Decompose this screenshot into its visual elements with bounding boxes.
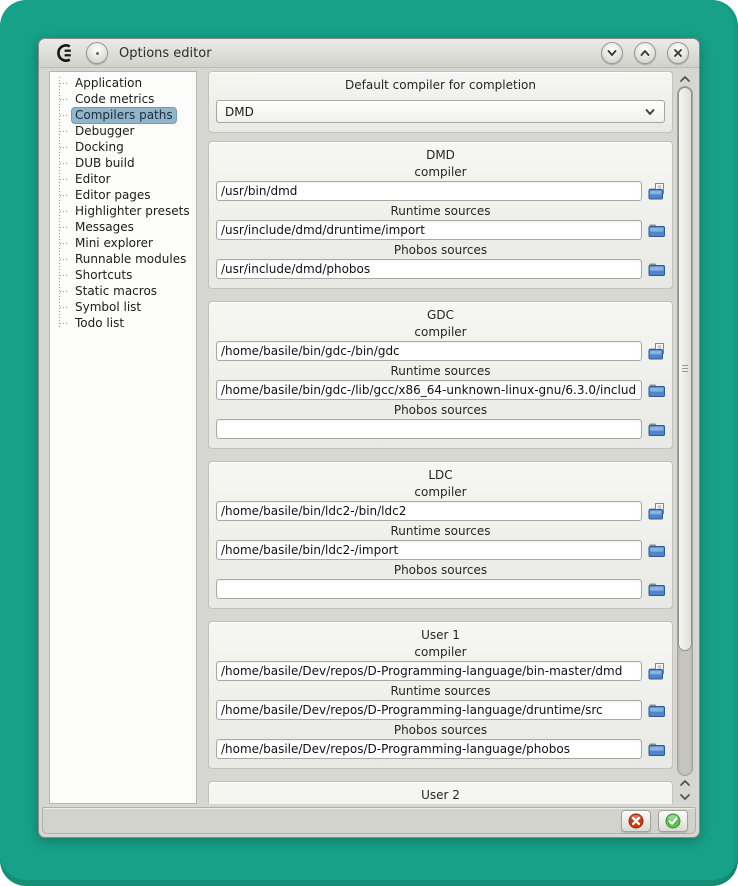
- path-input[interactable]: [216, 181, 642, 201]
- compiler-group-title: LDC: [428, 468, 453, 482]
- scrollbar-bottom-buttons: [675, 776, 695, 804]
- sidebar-item-docking[interactable]: [50, 139, 196, 155]
- open-file-icon: [648, 663, 666, 680]
- path-input[interactable]: [216, 501, 642, 521]
- cancel-button[interactable]: [621, 810, 651, 832]
- sidebar-item-debugger[interactable]: [50, 123, 196, 139]
- statusbar: [42, 807, 696, 834]
- path-field: [209, 485, 672, 521]
- categories-sidebar: [49, 71, 197, 804]
- compiler-group-title: User 2: [421, 788, 460, 802]
- path-field-label: compiler: [414, 645, 467, 659]
- sidebar-item-label: Compilers paths: [72, 108, 176, 123]
- open-folder-icon: [648, 262, 666, 277]
- browse-button[interactable]: [647, 580, 667, 598]
- path-field: [209, 684, 672, 720]
- chevron-up-icon: [638, 46, 652, 60]
- window-title: Options editor: [119, 45, 212, 61]
- path-field-label: compiler: [414, 325, 467, 339]
- compiler-group-ldc: [208, 461, 673, 609]
- minimize-button[interactable]: [601, 42, 623, 64]
- path-input[interactable]: [216, 341, 642, 361]
- tree-dash: [60, 147, 68, 148]
- sidebar-item-label: DUB build: [75, 155, 135, 170]
- tree-dash: [60, 115, 68, 116]
- compiler-group-title: GDC: [427, 308, 454, 322]
- path-input[interactable]: [216, 540, 642, 560]
- window-controls: [601, 42, 689, 64]
- path-input[interactable]: [216, 700, 642, 720]
- path-field: [209, 563, 672, 599]
- scroll-up-button-bottom[interactable]: [675, 776, 695, 790]
- categories-tree: [50, 72, 196, 331]
- browse-button[interactable]: [647, 701, 667, 719]
- path-field-label: compiler: [414, 165, 467, 179]
- tree-dash: [60, 211, 68, 212]
- sidebar-item-label: Shortcuts: [75, 267, 133, 282]
- sidebar-item-code-metrics[interactable]: [50, 91, 196, 107]
- path-field-label: Phobos sources: [393, 723, 488, 737]
- options-editor-window: [38, 38, 700, 838]
- sidebar-item-label: Docking: [75, 139, 124, 154]
- close-button[interactable]: [667, 42, 689, 64]
- open-folder-icon: [648, 543, 666, 558]
- sidebar-item-label: Messages: [75, 219, 134, 234]
- scrollbar-track[interactable]: [677, 86, 693, 776]
- accept-button[interactable]: [658, 810, 688, 832]
- path-input[interactable]: [216, 579, 642, 599]
- sidebar-item-label: Symbol list: [75, 299, 142, 314]
- open-folder-icon: [648, 703, 666, 718]
- path-field-label: Phobos sources: [393, 563, 488, 577]
- tree-dash: [60, 195, 68, 196]
- titlebar[interactable]: [39, 39, 699, 68]
- sidebar-item-label: Static macros: [75, 283, 158, 298]
- path-input[interactable]: [216, 739, 642, 759]
- path-field: [209, 524, 672, 560]
- browse-button[interactable]: [647, 182, 667, 200]
- tree-dash: [60, 131, 68, 132]
- tree-dash: [60, 99, 68, 100]
- sidebar-item-symbol-list[interactable]: [50, 299, 196, 315]
- compiler-group-title: DMD: [426, 148, 455, 162]
- path-field: [209, 645, 672, 681]
- sidebar-item-dub-build[interactable]: [50, 155, 196, 171]
- tree-dash: [60, 291, 68, 292]
- tree-dash: [60, 83, 68, 84]
- sidebar-item-label: Editor pages: [75, 187, 151, 202]
- window-menu-dot-icon: [96, 52, 99, 55]
- scroll-up-button[interactable]: [675, 71, 695, 86]
- sidebar-item-messages[interactable]: [50, 219, 196, 235]
- open-folder-icon: [648, 742, 666, 757]
- path-input[interactable]: [216, 419, 642, 439]
- sidebar-item-label: Todo list: [75, 315, 125, 330]
- path-input[interactable]: [216, 220, 642, 240]
- browse-button[interactable]: [647, 260, 667, 278]
- open-folder-icon: [648, 223, 666, 238]
- sidebar-item-label: Code metrics: [75, 91, 155, 106]
- browse-button[interactable]: [647, 342, 667, 360]
- path-field: [209, 204, 672, 240]
- maximize-button[interactable]: [634, 42, 656, 64]
- tree-dash: [60, 307, 68, 308]
- path-field: [209, 723, 672, 759]
- tree-dash: [60, 163, 68, 164]
- open-file-icon: [648, 183, 666, 200]
- sidebar-item-label: Editor: [75, 171, 111, 186]
- tree-connector-line: [59, 77, 60, 327]
- chevron-down-icon: [605, 46, 619, 60]
- open-file-icon: [648, 503, 666, 520]
- sidebar-item-editor-pages[interactable]: [50, 187, 196, 203]
- browse-button[interactable]: [647, 662, 667, 680]
- content-area: [39, 69, 699, 804]
- tree-dash: [60, 179, 68, 180]
- combo-selected-value: DMD: [225, 104, 254, 119]
- sidebar-item-label: Runnable modules: [75, 251, 187, 266]
- scrollbar-thumb[interactable]: [678, 87, 692, 651]
- sidebar-item-compilers-paths[interactable]: [50, 107, 196, 123]
- chevron-down-icon: [644, 106, 656, 118]
- browse-button[interactable]: [647, 381, 667, 399]
- coedit-logo-icon: [55, 43, 75, 63]
- default-compiler-select[interactable]: [216, 100, 665, 123]
- compiler-group-user-1: [208, 621, 673, 769]
- compiler-group-user-2: [208, 781, 673, 804]
- path-field-label: Runtime sources: [390, 364, 491, 378]
- chevron-up-icon: [679, 778, 691, 788]
- path-field: [209, 243, 672, 279]
- tree-dash: [60, 275, 68, 276]
- path-field-label: Runtime sources: [390, 524, 491, 538]
- sidebar-item-todo-list[interactable]: [50, 315, 196, 331]
- settings-panel: [208, 71, 673, 804]
- browse-button[interactable]: [647, 221, 667, 239]
- sidebar-item-highlighter-presets[interactable]: [50, 203, 196, 219]
- compiler-group-title: User 1: [421, 628, 460, 642]
- path-field-label: compiler: [414, 485, 467, 499]
- sidebar-item-label: Highlighter presets: [75, 203, 190, 218]
- path-field-label: Runtime sources: [390, 684, 491, 698]
- cancel-x-icon: [628, 813, 644, 829]
- chevron-up-icon: [679, 74, 691, 84]
- open-folder-icon: [648, 422, 666, 437]
- browse-button[interactable]: [647, 740, 667, 758]
- sidebar-item-label: Mini explorer: [75, 235, 153, 250]
- close-icon: [671, 46, 685, 60]
- open-folder-icon: [648, 582, 666, 597]
- default-compiler-group: [208, 71, 673, 133]
- sidebar-item-static-macros[interactable]: [50, 283, 196, 299]
- path-field: [209, 403, 672, 439]
- sidebar-item-shortcuts[interactable]: [50, 267, 196, 283]
- path-field: [209, 165, 672, 201]
- browse-button[interactable]: [647, 502, 667, 520]
- accept-check-icon: [665, 813, 681, 829]
- compiler-group-dmd: [208, 141, 673, 289]
- open-folder-icon: [648, 383, 666, 398]
- vertical-scrollbar[interactable]: [675, 71, 695, 804]
- sidebar-item-label: Application: [75, 75, 143, 90]
- sidebar-item-application[interactable]: [50, 75, 196, 91]
- path-field-label: Phobos sources: [393, 403, 488, 417]
- window-menu-button[interactable]: [86, 42, 108, 64]
- chevron-down-icon: [679, 792, 691, 802]
- open-file-icon: [648, 343, 666, 360]
- path-field: [209, 325, 672, 361]
- browse-button[interactable]: [647, 420, 667, 438]
- tree-dash: [60, 323, 68, 324]
- default-compiler-group-title: Default compiler for completion: [345, 78, 536, 92]
- path-field: [209, 364, 672, 400]
- sidebar-item-mini-explorer[interactable]: [50, 235, 196, 251]
- path-input[interactable]: [216, 661, 642, 681]
- tree-dash: [60, 227, 68, 228]
- tree-dash: [60, 259, 68, 260]
- tree-dash: [60, 243, 68, 244]
- path-field-label: Phobos sources: [393, 243, 488, 257]
- compiler-group-gdc: [208, 301, 673, 449]
- browse-button[interactable]: [647, 541, 667, 559]
- path-field-label: Runtime sources: [390, 204, 491, 218]
- scroll-down-button[interactable]: [675, 790, 695, 804]
- sidebar-item-label: Debugger: [75, 123, 135, 138]
- sidebar-item-runnable-modules[interactable]: [50, 251, 196, 267]
- path-input[interactable]: [216, 380, 642, 400]
- path-input[interactable]: [216, 259, 642, 279]
- sidebar-item-editor[interactable]: [50, 171, 196, 187]
